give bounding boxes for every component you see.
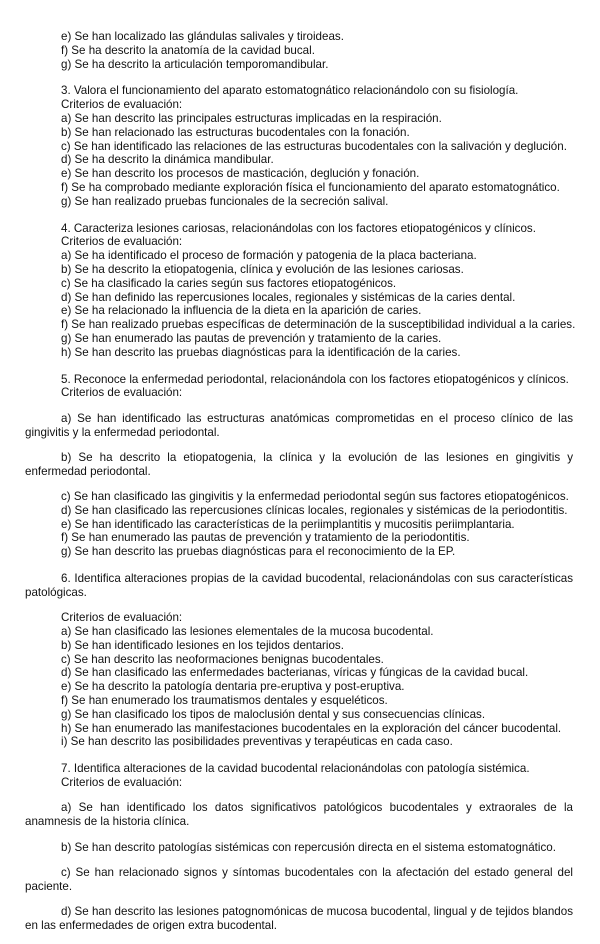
list-item: f) Se han enumerado los traumatismos dentales y esqueléticos. (61, 694, 388, 708)
list-item: d) Se ha descrito la dinámica mandibular. (61, 153, 274, 167)
list-item: b) Se han relacionado las estructuras bucodentales con la fonación. (61, 125, 410, 139)
list-item: d) Se han definido las repercusiones locales, regionales y sistémicas de la caries dental. (61, 290, 516, 304)
list-item: f) Se ha descrito la anatomía de la cavidad bucal. (61, 43, 315, 57)
section-heading: 5. Reconoce la enfermedad periodontal, relacionándola con los factores etiopatogénicos y clínicos. (61, 372, 569, 386)
list-item: h) Se han enumerado las manifestaciones bucodentales en la exploración del cáncer bucodental. (61, 721, 562, 735)
list-item: e) Se ha descrito la patología dentaria pre-eruptiva y post-eruptiva. (61, 680, 405, 694)
list-item: g) Se han enumerado las pautas de prevención y tratamiento de la caries. (61, 331, 442, 345)
list-item: d) Se han clasificado las enfermedades bacterianas, víricas y fúngicas de la cavidad bucal. (61, 666, 529, 680)
list-item: b) Se ha descrito la etiopatogenia, la clínica y la evolución de las lesiones en gingivitis y enfermedad periodontal. (25, 450, 573, 478)
list-item: b) Se han identificado lesiones en los tejidos dentarios. (61, 638, 344, 652)
list-item: c) Se han clasificado las gingivitis y la enfermedad periodontal según sus factores etiopatogénicos. (61, 490, 569, 504)
list-item: a) Se han descrito las principales estructuras implicadas en la respiración. (61, 111, 442, 125)
criteria-label: Criterios de evaluación: (61, 611, 183, 625)
section-4 (25, 221, 576, 360)
list-item: e) Se han descrito los procesos de masticación, deglución y fonación. (61, 167, 420, 181)
list-item: b) Se ha descrito la etiopatogenia, clínica y evolución de las lesiones cariosas. (61, 262, 464, 276)
criteria-label: Criterios de evaluación: (61, 776, 183, 790)
section-heading: 6. Identifica alteraciones propias de la cavidad bucodental, relacionándolas con sus características patológicas. (25, 572, 573, 599)
list-item: e) Se han localizado las glándulas salivales y tiroideas. (61, 30, 344, 43)
list-item: c) Se han relacionado signos y síntomas bucodentales con la afectación del estado general del paciente. (25, 866, 573, 893)
list-item: h) Se han descrito las pruebas diagnósticas para la identificación de la caries. (61, 345, 461, 359)
list-item: g) Se ha descrito la articulación temporomandibular. (61, 57, 329, 71)
list-item: f) Se han enumerado las pautas de prevención y tratamiento de la periodontitis. (61, 531, 470, 545)
section-5 (25, 373, 573, 560)
list-item: i) Se han descrito las posibilidades preventivas y terapéuticas en cada caso. (61, 735, 453, 749)
list-item: c) Se han identificado las relaciones de las estructuras bucodentales con la salivación y deglución. (61, 139, 567, 153)
section-3 (25, 84, 573, 208)
section-heading: 7. Identifica alteraciones de la cavidad bucodental relacionándolas con patología sistémica. (61, 762, 530, 776)
list-item: a) Se ha identificado el proceso de formación y patogenia de la placa bacteriana. (61, 249, 477, 263)
list-item: d) Se han descrito las lesiones patognomónicas de mucosa bucodental, lingual y de tejidos blandos en las enfermedades de origen extra bucodental. (25, 905, 573, 932)
document-page (25, 30, 576, 944)
list-item: c) Se ha clasificado la caries según sus factores etiopatogénicos. (61, 276, 397, 290)
list-item: d) Se han clasificado las repercusiones clínicas locales, regionales y sistémicas de la periodontitis. (61, 503, 568, 517)
top-criteria-list (25, 30, 573, 71)
list-item: f) Se han realizado pruebas específicas de determinación de la susceptibilidad individual a la caries. (61, 318, 576, 332)
list-item: a) Se han clasificado las lesiones elementales de la mucosa bucodental. (61, 625, 434, 639)
list-item: a) Se han identificado las estructuras anatómicas comprometidas en el proceso clínico de las gingivitis y la enfermedad periodontal. (25, 411, 573, 439)
list-item: a) Se han identificado los datos significativos patológicos bucodentales y extraorales de la anamnesis de la historia clínica. (25, 801, 573, 829)
section-6 (25, 572, 573, 749)
section-heading: 4. Caracteriza lesiones cariosas, relacionándolas con los factores etiopatogénicos y clínicos. (61, 221, 536, 235)
list-item: c) Se han descrito las neoformaciones benignas bucodentales. (61, 652, 384, 666)
list-item: g) Se han clasificado los tipos de maloclusión dental y sus consecuencias clínicas. (61, 707, 486, 721)
list-item: g) Se han realizado pruebas funcionales de la secreción salival. (61, 194, 389, 208)
list-item: g) Se han descrito las pruebas diagnósticas para el reconocimiento de la EP. (61, 545, 456, 559)
criteria-label: Criterios de evaluación: (61, 235, 183, 249)
list-item: b) Se han descrito patologías sistémicas con repercusión directa en el sistema estomatognático. (61, 840, 556, 854)
criteria-label: Criterios de evaluación: (61, 98, 183, 112)
list-item: f) Se ha comprobado mediante exploración física el funcionamiento del aparato estomatognático. (61, 180, 560, 194)
list-item: e) Se ha relacionado la influencia de la dieta en la aparición de caries. (61, 304, 422, 318)
section-7 (25, 762, 573, 933)
section-heading: 3. Valora el funcionamiento del aparato estomatognático relacionándolo con su fisiología. (61, 84, 519, 98)
criteria-label: Criterios de evaluación: (61, 386, 183, 400)
list-item: e) Se han identificado las características de la periimplantitis y mucositis periimplantaria. (61, 517, 515, 531)
